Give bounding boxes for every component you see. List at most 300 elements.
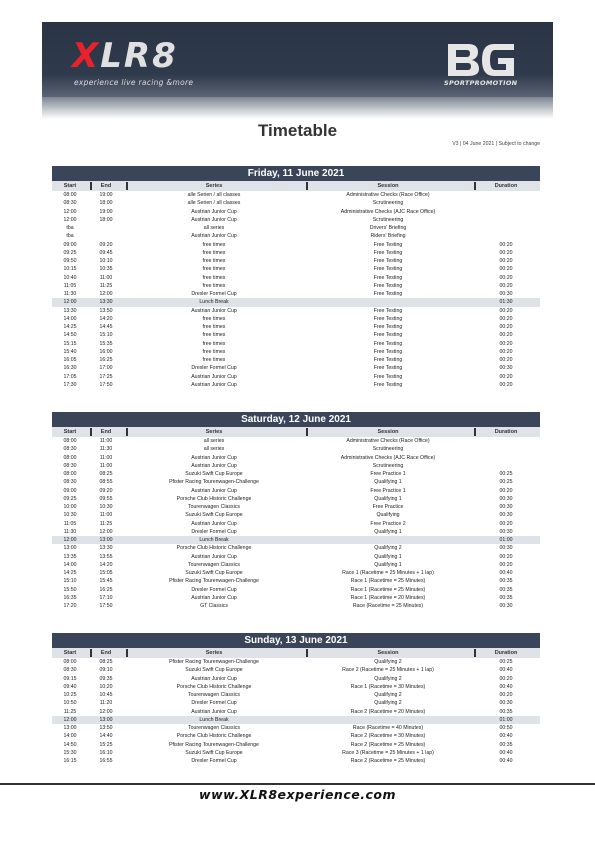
cell-end: 16:25 [99, 586, 113, 593]
cell-start: 15:40 [63, 348, 77, 355]
cell-series: Drexler Formel Cup [191, 700, 237, 707]
column-header-start: Start [63, 183, 77, 189]
cell-session: Qualifying 2 [374, 692, 402, 698]
cell-end: 14:45 [99, 324, 113, 330]
table-row [52, 274, 540, 282]
cell-series: Lunch Break [199, 537, 229, 543]
cell-start: 12:00 [63, 716, 77, 723]
cell-session: Free Testing [373, 324, 403, 330]
cell-start: tba [66, 225, 74, 231]
cell-series: alle Serien / all classes [187, 200, 241, 207]
table-row [52, 511, 540, 519]
cell-session: Race 2 (Racetime = 20 Minutes) [350, 708, 426, 715]
cell-duration: 00:20 [499, 553, 513, 560]
cell-start: 13:00 [63, 545, 77, 552]
table-row [52, 437, 540, 445]
table-row [52, 191, 540, 199]
cell-end: 15:35 [99, 340, 113, 347]
cell-session: Free Practice 1 [370, 471, 406, 477]
cell-start: 09:40 [63, 683, 77, 690]
cell-start: 15:10 [63, 578, 77, 585]
column-header-row [52, 648, 540, 658]
cell-start: 11:05 [63, 520, 77, 527]
cell-series: free times [202, 282, 226, 289]
day-section-friday [52, 166, 540, 389]
cell-duration: 00:20 [499, 241, 513, 248]
cell-duration: 00:20 [499, 487, 513, 494]
cell-duration: 00:20 [499, 373, 513, 380]
cell-session: Free Practice 2 [370, 520, 406, 527]
cell-end: 15:05 [99, 570, 113, 576]
cell-session: Qualifying 1 [374, 528, 402, 535]
table-row [52, 716, 540, 724]
cell-start: 14:50 [63, 332, 77, 339]
cell-duration: 00:20 [499, 675, 513, 682]
cell-start: 08:30 [63, 200, 77, 207]
cell-end: 18:00 [99, 200, 113, 207]
cell-session: Scrutineering [372, 200, 404, 207]
cell-end: 10:45 [99, 692, 113, 698]
cell-duration: 00:20 [499, 348, 513, 355]
cell-session: Free Testing [373, 307, 403, 314]
cell-series: Porsche Club Historic Challenge [176, 545, 252, 552]
cell-series: Austrian Junior Cup [191, 520, 237, 527]
cell-duration: 00:25 [499, 659, 513, 665]
cell-start: 10:50 [63, 700, 77, 707]
cell-session: Race 2 (Racetime = 25 Minutes) [350, 741, 426, 748]
cell-series: Tourenwagen Classics [188, 504, 240, 510]
version-note: V3 | 04 June 2021 | Subject to change [452, 141, 540, 147]
cell-start: 08:00 [63, 454, 77, 461]
table-row [52, 199, 540, 207]
cell-end: 19:00 [99, 192, 113, 198]
column-header-session: Session [377, 650, 399, 656]
column-separator [306, 428, 308, 436]
cell-duration: 00:20 [499, 249, 513, 256]
cell-end: 17:10 [99, 594, 113, 601]
cell-series: free times [202, 315, 226, 322]
cell-duration: 00:30 [499, 700, 513, 707]
table-row [52, 298, 540, 306]
cell-end: 13:50 [99, 307, 113, 314]
cell-session: Free Testing [373, 291, 403, 297]
cell-session: Race 1 (Racetime = 20 Minutes) [350, 594, 426, 601]
cell-start: 08:00 [63, 438, 77, 444]
cell-end: 09:55 [99, 495, 113, 502]
table-row [52, 323, 540, 331]
cell-series: Austrian Junior Cup [191, 233, 237, 240]
table-row [52, 724, 540, 732]
table-row [52, 602, 540, 610]
cell-session: Free Testing [373, 266, 403, 273]
cell-series: Suzuki Swift Cup Europe [185, 570, 243, 576]
cell-series: Drexler Formel Cup [191, 586, 237, 593]
cell-session: Race (Racetime = 40 Minutes) [352, 725, 424, 731]
cell-series: Austrian Junior Cup [191, 307, 237, 314]
cell-series: free times [202, 274, 226, 281]
cell-series: Austrian Junior Cup [191, 708, 237, 715]
xlr8-logo: XLR8 [72, 36, 178, 76]
cell-end: 13:00 [99, 537, 113, 543]
cell-duration: 00:20 [499, 357, 513, 363]
cell-start: 08:00 [63, 659, 77, 665]
cell-duration: 00:25 [499, 479, 513, 486]
table-row [52, 373, 540, 381]
table-row [52, 666, 540, 674]
cell-start: tba [66, 233, 74, 240]
cell-end: 17:25 [99, 373, 113, 380]
cell-start: 13:00 [63, 725, 77, 731]
cell-session: Race 2 (Racetime = 25 Minutes + 1 lap) [342, 667, 434, 674]
cell-end: 17:50 [99, 603, 113, 609]
table-row [52, 340, 540, 348]
table-row [52, 544, 540, 552]
cell-end: 14:20 [99, 561, 113, 568]
cell-end: 10:10 [99, 258, 113, 264]
cell-duration: 00:30 [499, 504, 513, 510]
header-fade [42, 97, 553, 119]
cell-session: Free Testing [373, 249, 403, 256]
page-title: Timetable [257, 121, 338, 140]
cell-session: Administrative Checks (Race Office) [346, 192, 430, 198]
cell-session: Free Testing [373, 340, 403, 347]
column-separator [474, 428, 476, 436]
cell-start: 09:00 [63, 487, 77, 494]
cell-series: Porsche Club Historic Challenge [176, 495, 252, 502]
cell-session: Free Testing [373, 315, 403, 322]
cell-start: 16:30 [63, 365, 77, 372]
cell-series: Pfister Racing Tourenwagen-Challenge [169, 741, 259, 748]
cell-end: 16:10 [99, 749, 113, 756]
cell-series: Drexler Formel Cup [191, 528, 237, 535]
cell-session: Race 1 (Racetime = 30 Minutes) [350, 683, 426, 690]
bg-sportpromotion-logo [446, 40, 518, 80]
cell-end: 13:30 [99, 299, 113, 306]
table-row [52, 470, 540, 478]
cell-duration: 00:35 [499, 586, 513, 593]
cell-start: 12:00 [63, 537, 77, 543]
column-header-start: Start [63, 429, 77, 435]
cell-series: Suzuki Swift Cup Europe [185, 471, 243, 477]
cell-series: Austrian Junior Cup [191, 381, 237, 388]
cell-end: 16:00 [99, 348, 113, 355]
cell-session: Free Testing [373, 357, 403, 363]
cell-start: 14:25 [63, 570, 77, 576]
cell-series: alle Serien / all classes [187, 192, 241, 198]
cell-start: 14:00 [63, 733, 77, 740]
cell-start: 16:35 [63, 594, 77, 601]
cell-start: 09:25 [63, 495, 77, 502]
cell-series: Austrian Junior Cup [191, 675, 237, 682]
cell-start: 15:15 [63, 340, 77, 347]
cell-series: Austrian Junior Cup [191, 216, 237, 223]
cell-session: Scrutineering [372, 216, 404, 223]
cell-start: 13:30 [63, 307, 77, 314]
cell-session: Free Testing [373, 258, 403, 264]
cell-session: Race (Racetime = 25 Minutes) [352, 603, 424, 609]
schedule-rows [52, 437, 540, 610]
cell-duration: 00:20 [499, 324, 513, 330]
cell-end: 08:25 [99, 659, 113, 665]
table-row [52, 528, 540, 536]
cell-series: all series [203, 446, 225, 453]
table-row [52, 478, 540, 486]
cell-start: 17:20 [63, 603, 77, 609]
cell-start: 13:35 [63, 553, 77, 560]
cell-start: 08:00 [63, 192, 77, 198]
cell-end: 11:25 [99, 282, 113, 289]
tagline: experience live racing &more [74, 78, 194, 87]
cell-duration: 00:35 [499, 741, 513, 748]
cell-start: 12:00 [63, 299, 77, 306]
column-header-series: Series [205, 183, 223, 189]
cell-start: 17:30 [63, 381, 77, 388]
cell-series: GT Classics [200, 603, 228, 609]
table-row [52, 356, 540, 364]
cell-start: 11:30 [63, 528, 77, 535]
column-header-start: Start [63, 650, 77, 656]
cell-series: free times [202, 258, 226, 264]
cell-end: 11:00 [99, 462, 113, 469]
table-row [52, 594, 540, 602]
cell-duration: 00:25 [499, 471, 513, 477]
cell-duration: 01:00 [499, 537, 513, 543]
cell-session: Qualifying 1 [374, 495, 402, 502]
cell-series: Pfister Racing Tourenwagen-Challenge [169, 578, 259, 585]
cell-series: Austrian Junior Cup [191, 462, 237, 469]
cell-end: 10:35 [99, 266, 113, 273]
cell-duration: 00:50 [499, 725, 513, 731]
cell-session: Qualifying 1 [374, 561, 402, 568]
cell-series: all series [203, 438, 225, 444]
cell-start: 12:00 [63, 216, 77, 223]
day-section-saturday [52, 412, 540, 610]
table-row [52, 708, 540, 716]
table-row [52, 577, 540, 585]
cell-series: Austrian Junior Cup [191, 208, 237, 215]
cell-session: Free Testing [373, 381, 403, 388]
cell-session: Qualifying 2 [374, 675, 402, 682]
cell-start: 12:00 [63, 208, 77, 215]
cell-end: 09:20 [99, 241, 113, 248]
cell-end: 11:00 [99, 512, 113, 519]
table-row [52, 487, 540, 495]
cell-session: Free Practice 1 [370, 487, 406, 494]
table-row [52, 331, 540, 339]
cell-duration: 00:30 [499, 291, 513, 297]
column-header-row [52, 427, 540, 437]
cell-duration: 00:35 [499, 578, 513, 585]
cell-end: 09:10 [99, 667, 113, 674]
table-row [52, 586, 540, 594]
cell-end: 15:45 [99, 578, 113, 585]
cell-end: 17:00 [99, 365, 113, 372]
table-row [52, 315, 540, 323]
table-row [52, 658, 540, 666]
cell-session: Free Testing [373, 365, 403, 372]
cell-session: Qualifying 1 [374, 479, 402, 486]
cell-series: Tourenwagen Classics [188, 692, 240, 698]
cell-start: 16:15 [63, 758, 77, 764]
cell-start: 10:30 [63, 512, 77, 519]
cell-start: 14:00 [63, 561, 77, 568]
cell-end: 11:30 [99, 446, 113, 453]
column-header-row [52, 181, 540, 191]
cell-duration: 00:35 [499, 594, 513, 601]
cell-end: 13:00 [99, 716, 113, 723]
cell-start: 11:30 [63, 291, 77, 297]
table-row [52, 503, 540, 511]
cell-session: Free Testing [373, 332, 403, 339]
cell-series: all series [203, 225, 225, 231]
table-row [52, 348, 540, 356]
cell-duration: 01:00 [499, 716, 513, 723]
cell-duration: 00:40 [499, 683, 513, 690]
cell-start: 09:25 [63, 249, 77, 256]
cell-end: 15:10 [99, 332, 113, 339]
cell-end: 10:20 [99, 683, 113, 690]
cell-start: 08:30 [63, 667, 77, 674]
cell-series: free times [202, 324, 226, 330]
cell-start: 08:00 [63, 471, 77, 477]
cell-series: free times [202, 348, 226, 355]
cell-series: Austrian Junior Cup [191, 594, 237, 601]
cell-series: free times [202, 340, 226, 347]
cell-session: Race 2 (Racetime = 25 Minutes) [350, 758, 426, 764]
cell-end: 11:20 [99, 700, 113, 707]
table-row [52, 307, 540, 315]
cell-end: 15:25 [99, 741, 113, 748]
cell-duration: 00:30 [499, 512, 513, 519]
cell-session: Race 1 (Racetime = 25 Minutes) [350, 578, 426, 585]
cell-end: 13:50 [99, 725, 113, 731]
cell-end: 11:00 [99, 454, 113, 461]
column-header-series: Series [205, 429, 223, 435]
cell-duration: 00:35 [499, 708, 513, 715]
cell-session: Free Testing [373, 373, 403, 380]
cell-start: 09:50 [63, 258, 77, 264]
cell-session: Riders' Briefing [370, 233, 406, 240]
cell-duration: 00:20 [499, 340, 513, 347]
cell-start: 08:30 [63, 479, 77, 486]
schedule-rows [52, 658, 540, 765]
cell-duration: 00:30 [499, 495, 513, 502]
table-row [52, 561, 540, 569]
cell-series: free times [202, 241, 226, 248]
column-header-end: End [100, 183, 112, 189]
table-row [52, 249, 540, 257]
cell-session: Qualifying 2 [374, 545, 402, 552]
cell-duration: 00:20 [499, 258, 513, 264]
cell-start: 11:25 [63, 708, 77, 715]
cell-duration: 00:40 [499, 749, 513, 756]
cell-end: 18:00 [99, 216, 113, 223]
cell-start: 17:05 [63, 373, 77, 380]
cell-end: 12:00 [99, 708, 113, 715]
cell-series: Suzuki Swift Cup Europe [185, 749, 243, 756]
cell-series: free times [202, 357, 226, 363]
cell-duration: 00:40 [499, 667, 513, 674]
table-row [52, 257, 540, 265]
cell-duration: 00:20 [499, 692, 513, 698]
day-title: Saturday, 12 June 2021 [52, 412, 540, 427]
table-row [52, 290, 540, 298]
cell-start: 10:25 [63, 692, 77, 698]
cell-end: 17:50 [99, 381, 113, 388]
cell-series: Suzuki Swift Cup Europe [185, 512, 243, 519]
cell-end: 11:25 [99, 520, 113, 527]
cell-start: 09:15 [63, 675, 77, 682]
table-row [52, 699, 540, 707]
cell-duration: 00:30 [499, 545, 513, 552]
column-separator [306, 649, 308, 657]
cell-session: Qualifying 1 [374, 553, 402, 560]
cell-end: 08:55 [99, 479, 113, 486]
cell-duration: 00:20 [499, 381, 513, 388]
column-separator [90, 182, 92, 190]
cell-start: 10:40 [63, 274, 77, 281]
column-separator [474, 649, 476, 657]
cell-session: Scrutineering [372, 446, 404, 453]
cell-series: Pfister Racing Tourenwagen-Challenge [169, 659, 259, 665]
cell-end: 09:45 [99, 249, 113, 256]
cell-series: Austrian Junior Cup [191, 373, 237, 380]
cell-session: Qualifying 2 [374, 659, 402, 665]
cell-session: Scrutineering [372, 462, 404, 469]
cell-session: Free Testing [373, 348, 403, 355]
cell-start: 16:05 [63, 357, 77, 363]
cell-end: 11:00 [99, 438, 113, 444]
footer-url: www.XLR8experience.com [199, 787, 396, 802]
cell-series: Suzuki Swift Cup Europe [185, 667, 243, 674]
cell-series: Tourenwagen Classics [188, 725, 240, 731]
cell-start: 10:15 [63, 266, 77, 273]
cell-start: 08:30 [63, 446, 77, 453]
cell-series: Lunch Break [199, 299, 229, 306]
table-row [52, 749, 540, 757]
cell-duration: 00:30 [499, 365, 513, 372]
column-header-end: End [100, 650, 112, 656]
table-row [52, 282, 540, 290]
cell-start: 14:00 [63, 315, 77, 322]
cell-session: Administrative Checks (AJC Race Office) [340, 454, 436, 461]
table-row [52, 364, 540, 372]
cell-session: Free Testing [373, 274, 403, 281]
cell-end: 12:00 [99, 291, 113, 297]
column-separator [126, 182, 128, 190]
column-separator [306, 182, 308, 190]
cell-session: Race 1 (Racetime = 25 Minutes + 1 lap) [342, 570, 434, 576]
cell-series: free times [202, 266, 226, 273]
table-row [52, 381, 540, 389]
cell-series: free times [202, 249, 226, 256]
cell-session: Race 1 (Racetime = 25 Minutes) [350, 586, 426, 593]
table-row [52, 553, 540, 561]
cell-session: Qualifying 2 [374, 700, 402, 707]
table-row [52, 208, 540, 216]
cell-session: Administrative Checks (Race Office) [346, 438, 430, 444]
table-row [52, 691, 540, 699]
cell-end: 09:20 [99, 487, 113, 494]
cell-series: free times [202, 332, 226, 339]
cell-series: Pfister Racing Tourenwagen-Challenge [169, 479, 259, 486]
cell-session: Drivers' Briefing [369, 225, 407, 231]
day-title: Friday, 11 June 2021 [52, 166, 540, 181]
table-row [52, 224, 540, 232]
cell-duration: 00:40 [499, 758, 513, 764]
cell-end: 12:00 [99, 528, 113, 535]
table-row [52, 741, 540, 749]
